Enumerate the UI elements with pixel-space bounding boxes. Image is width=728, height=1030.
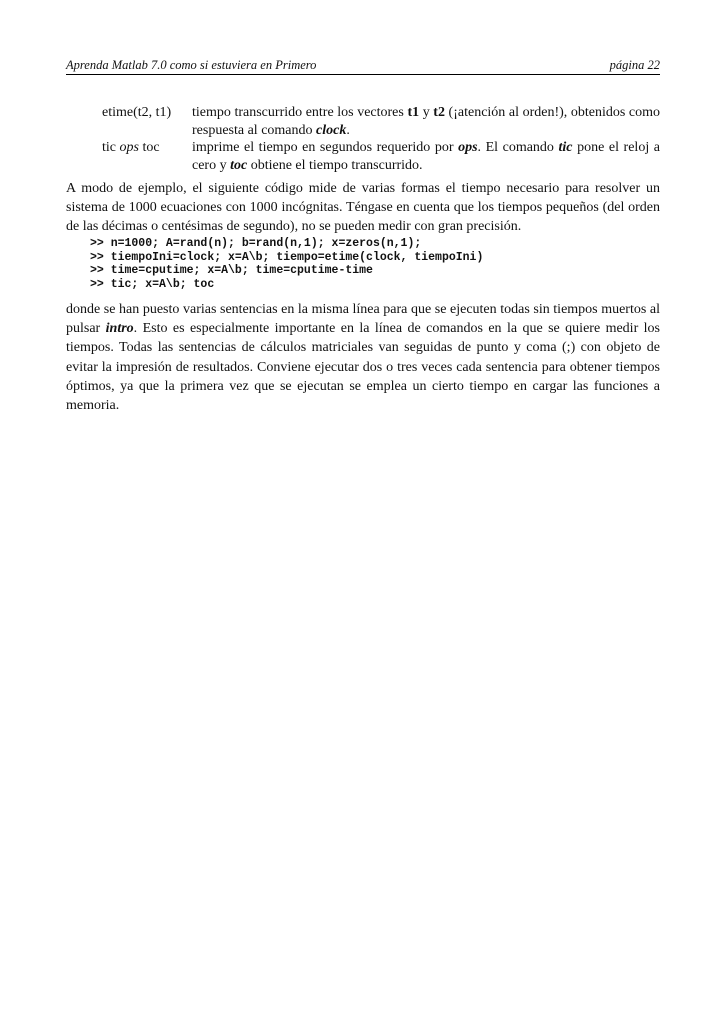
- header-page-number: página 22: [609, 58, 660, 72]
- definition-term: etime(t2, t1): [102, 105, 172, 120]
- code-line: >> time=cputime; x=A\b; time=cputime-time: [90, 264, 373, 277]
- definition-row-etime: [66, 104, 660, 139]
- paragraph-text: . Esto es especialmente importante en la línea de comandos en la que se quiere medir los tiempos. Todas las sentencias de cálculos matriciales van seguidas de punto y coma (;) con objeto de evitar la impresión de resultados. Conviene ejecutar dos o tres veces cada sentencia para obtener tiempos óptimos, ya que la primera vez que se ejecutan se emplea un cierto tiempo en cargar las funciones a memoria.: [66, 321, 660, 414]
- code-line: >> tiempoIni=clock; x=A\b; tiempo=etime(clock, tiempoIni): [90, 250, 484, 264]
- paragraph-text: donde se han puesto varias sentencias en la misma línea para que se ejecuten todas sin tiempos muertos al pulsar: [66, 302, 660, 337]
- desc-keyword-t2: t2: [433, 105, 445, 120]
- definition-description: [192, 139, 660, 174]
- desc-text: . El comando: [477, 140, 559, 155]
- desc-text: obtiene el tiempo transcurrido.: [247, 157, 423, 173]
- desc-text: (¡atención al orden!), obtenidos como respuesta al comando: [192, 105, 661, 138]
- code-block: [90, 237, 483, 291]
- definition-row-tic-toc: [66, 139, 660, 174]
- desc-text: imprime el tiempo en segundos requerido por: [192, 140, 459, 155]
- desc-keyword-tic: tic: [558, 140, 573, 155]
- definition-description: [192, 104, 660, 139]
- desc-keyword-clock: clock: [316, 122, 347, 138]
- desc-keyword-ops: ops: [458, 140, 478, 155]
- page-header: [66, 58, 660, 75]
- code-line: >> n=1000; A=rand(n); b=rand(n,1); x=zeros(n,1);: [90, 237, 422, 250]
- definition-list: [66, 104, 660, 174]
- term-text: tic: [102, 140, 120, 155]
- paragraph-explanation: [66, 300, 660, 415]
- desc-keyword-toc: toc: [230, 157, 248, 173]
- header-title: Aprenda Matlab 7.0 como si estuviera en Primero: [66, 58, 317, 72]
- desc-text: y: [419, 105, 434, 120]
- desc-text: .: [346, 122, 350, 138]
- definition-term: [102, 139, 192, 157]
- desc-keyword-t1: t1: [407, 105, 420, 120]
- keyword-intro: intro: [105, 321, 134, 337]
- desc-text: tiempo transcurrido entre los vectores: [192, 105, 408, 120]
- code-line: >> tic; x=A\b; toc: [90, 277, 215, 291]
- term-ops: ops: [119, 140, 139, 155]
- term-text: toc: [138, 140, 160, 155]
- desc-text: pone el reloj a cero y: [192, 140, 660, 173]
- paragraph-intro: A modo de ejemplo, el siguiente código mide de varias formas el tiempo necesario para resolver un sistema de 1000 ecuaciones con 1000 incógnitas. Téngase en cuenta que los tiempos pequeños (del orden de las décimas o centésimas de segundo), no se pueden medir con gran precisión.: [66, 181, 660, 235]
